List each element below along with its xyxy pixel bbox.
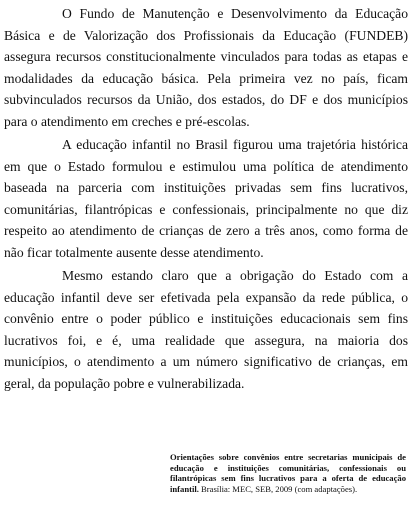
paragraph-1: O Fundo de Manutenção e Desenvolvimento da Educação Básica e de Valorização dos Profissionais da Educação (FUNDEB) assegura recursos constitucionalmente vinculados para todas as etapas e modalidades da educação básica. Pela primeira vez no país, ficam subvinculados recursos da União, dos estados, do DF e dos municípios para o atendimento em creches e pré-escolas.: [4, 6, 408, 129]
document-body: [4, 3, 408, 396]
paragraph-2: A educação infantil no Brasil figurou uma trajetória histórica em que o Estado formulou e estimulou uma política de atendimento baseada na parceria com instituições privadas sem fins lucrativos, comunitárias, filantrópicas e confessionais, principalmente no que diz respeito ao atendimento de crianças de zero a três anos, como forma de não ficar totalmente ausente desse atendimento.: [4, 137, 408, 260]
paragraph-3: Mesmo estando claro que a obrigação do Estado com a educação infantil deve ser efetivada pela expansão da rede pública, o convênio entre o poder público e instituições educacionais sem fins lucrativos foi, e é, uma realidade que assegura, na maioria dos municípios, o atendimento a um número significativo de crianças, em geral, da população pobre e vulnerabilizada.: [4, 268, 408, 391]
source-details: Brasília: MEC, SEB, 2009 (com adaptações).: [198, 483, 358, 494]
source-title: Orientações sobre convênios entre secretarias municipais de educação e instituições comunitárias, confessionais ou filantrópicas sem fins lucrativos para a oferta de educação infantil.: [170, 452, 406, 494]
source-citation: [170, 452, 406, 494]
